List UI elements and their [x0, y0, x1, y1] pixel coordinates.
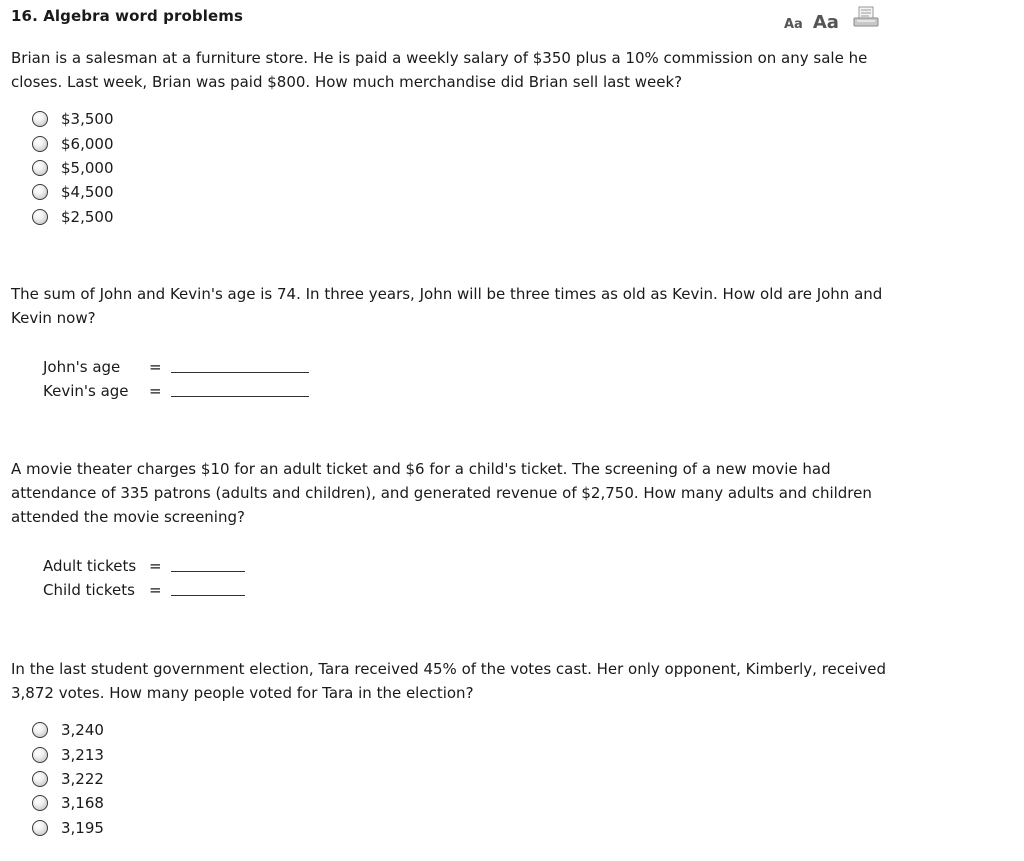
question-4-option[interactable]	[32, 816, 104, 840]
question-1-option[interactable]	[32, 131, 114, 155]
option-label: $5,000	[61, 158, 114, 177]
option-label: $6,000	[61, 134, 114, 153]
question-2-text: The sum of John and Kevin's age is 74. In three years, John will be three times as old as Kevin. How old are John and Kevin now?	[11, 285, 883, 327]
page-title: 16. Algebra word problems	[11, 7, 244, 25]
option-label: 3,222	[61, 769, 104, 788]
toolbar	[784, 6, 879, 33]
font-size-large-button[interactable]: Aa	[812, 12, 839, 33]
answer-label: Child tickets	[43, 581, 135, 600]
font-size-small-button[interactable]: Aa	[784, 17, 803, 32]
radio-button[interactable]	[32, 795, 48, 811]
option-label: 3,240	[61, 721, 104, 740]
option-label: $3,500	[61, 110, 114, 129]
radio-button[interactable]	[32, 820, 48, 836]
radio-button[interactable]	[32, 722, 48, 738]
printer-icon[interactable]	[853, 6, 879, 32]
equals-sign: =	[149, 581, 162, 600]
option-label: 3,195	[61, 818, 104, 837]
johns-age-input[interactable]	[171, 372, 309, 373]
question-4-option[interactable]	[32, 791, 104, 815]
equals-sign: =	[149, 382, 162, 401]
adult-tickets-input[interactable]	[171, 571, 245, 572]
radio-button[interactable]	[32, 136, 48, 152]
equals-sign: =	[149, 358, 162, 376]
radio-button[interactable]	[32, 209, 48, 225]
radio-button[interactable]	[32, 111, 48, 127]
question-4-text: In the last student government election, Tara received 45% of the votes cast. Her only opponent, Kimberly, received 3,872 votes. How many people voted for Tara in the election?	[11, 660, 887, 702]
option-label: $2,500	[61, 207, 114, 226]
option-label: 3,213	[61, 745, 104, 764]
answer-label: Kevin's age	[43, 382, 129, 401]
radio-button[interactable]	[32, 747, 48, 763]
radio-button[interactable]	[32, 771, 48, 787]
option-label: 3,168	[61, 794, 104, 813]
question-3-text: A movie theater charges $10 for an adult ticket and $6 for a child's ticket. The screening of a new movie had attendance of 335 patrons (adults and children), and generated revenue of $2,750. How many adults and children attended the movie screening?	[11, 460, 872, 526]
option-label: $4,500	[61, 183, 114, 202]
answer-label: Adult tickets	[43, 557, 137, 575]
answer-label: John's age	[43, 358, 121, 376]
question-1-text: Brian is a salesman at a furniture store. He is paid a weekly salary of $350 plus a 10% commission on any sale he closes. Last week, Brian was paid $800. How much merchandise did Brian sell last week?	[11, 49, 868, 91]
kevins-age-input[interactable]	[171, 396, 309, 397]
question-4-option[interactable]	[32, 742, 104, 766]
child-tickets-input[interactable]	[171, 595, 245, 596]
question-1-option[interactable]	[32, 156, 114, 180]
question-4-option[interactable]	[32, 767, 104, 791]
radio-button[interactable]	[32, 184, 48, 200]
question-4-options	[32, 718, 104, 840]
question-1-options	[32, 107, 114, 229]
question-1-option[interactable]	[32, 180, 114, 204]
question-4-option[interactable]	[32, 718, 104, 742]
equals-sign: =	[149, 557, 162, 575]
radio-button[interactable]	[32, 160, 48, 176]
question-1-option[interactable]	[32, 205, 114, 229]
question-1-option[interactable]	[32, 107, 114, 131]
